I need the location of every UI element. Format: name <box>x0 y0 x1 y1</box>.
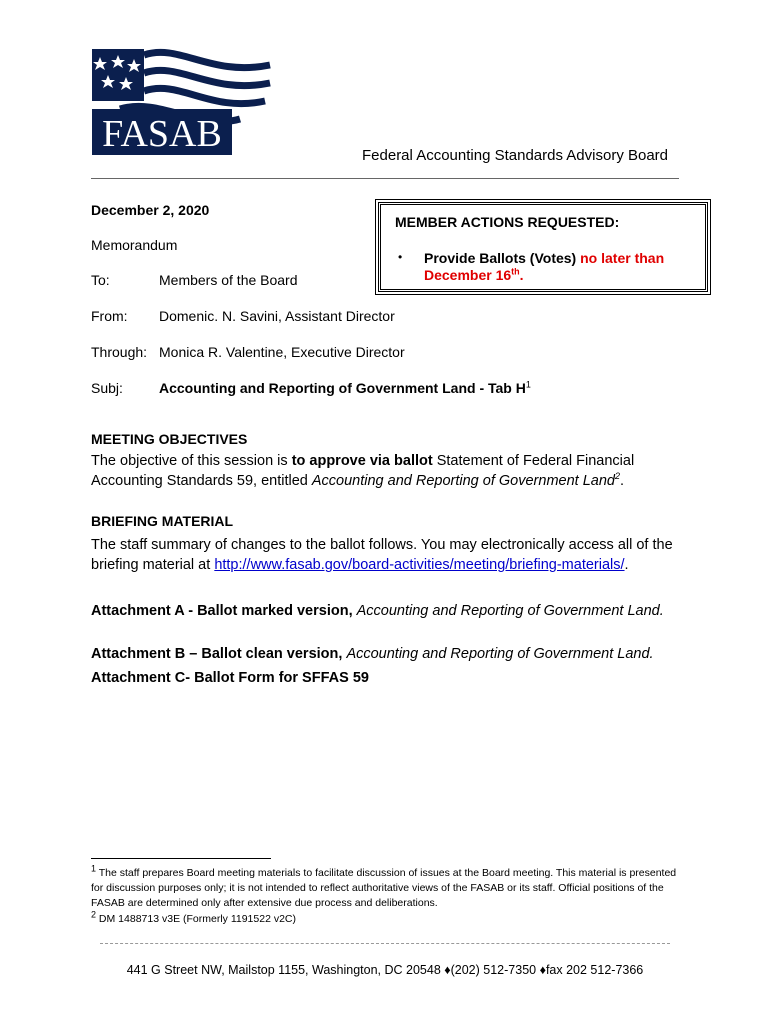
org-name: Federal Accounting Standards Advisory Board <box>362 147 669 164</box>
meeting-objectives-heading: MEETING OBJECTIVES <box>91 431 248 447</box>
footnote-1-text: The staff prepares Board meeting materials to facilitate discussion of issues at the Board meeting. This material is presented for discussion purposes only; it is not intended to reflect authoritative views of the FASAB or its staff. Official positions of the FASAB are determined only after extensive due process and deliberations. <box>91 867 677 909</box>
attachment-a <box>91 601 691 621</box>
obj-text-2: Statement of Federal Financial Accounting Standards 59, entitled <box>91 453 635 489</box>
footnote-1 <box>91 863 681 911</box>
attachment-b-subtitle: Accounting and Reporting of Government Land. <box>346 646 654 662</box>
memo-date: December 2, 2020 <box>91 202 210 218</box>
footer-divider <box>100 943 670 944</box>
footnote-2-text: DM 1488713 v3E (Formerly 1191522 v2C) <box>96 913 296 925</box>
flag-logo-icon <box>90 47 272 157</box>
attachment-c: Attachment C- Ballot Form for SFFAS 59 <box>91 670 369 686</box>
subj-value: Accounting and Reporting of Government Land - Tab H <box>159 380 526 396</box>
obj-text-1: The objective of this session is <box>91 453 292 469</box>
brief-text-1: The staff summary of changes to the ballot follows. You may electronically access all of the briefing material at <box>91 537 673 573</box>
memo-through <box>91 344 405 360</box>
from-value: Domenic. N. Savini, Assistant Director <box>159 308 395 324</box>
attachment-a-subtitle: Accounting and Reporting of Government Land. <box>356 603 664 619</box>
attachment-b <box>91 644 691 664</box>
fasab-logo <box>90 47 272 157</box>
attachment-a-title: Attachment A - Ballot marked version, <box>91 603 357 619</box>
footnote-ref-2[interactable]: 2 <box>614 471 620 482</box>
through-value: Monica R. Valentine, Executive Director <box>159 344 405 360</box>
obj-text-bold: to approve via ballot <box>291 453 433 469</box>
meeting-objectives-text <box>91 451 691 491</box>
subj-label: Subj: <box>91 380 123 396</box>
header-divider <box>91 178 679 179</box>
svg-text:FASAB: FASAB <box>102 113 222 155</box>
footnote-divider <box>91 858 271 859</box>
bullet-icon: • <box>398 250 403 264</box>
footer-address: 441 G Street NW, Mailstop 1155, Washington, DC 20548 ♦(202) 512-7350 ♦fax 202 512-7366 <box>126 963 644 977</box>
briefing-materials-link[interactable]: http://www.fasab.gov/board-activities/meeting/briefing-materials/ <box>214 557 625 573</box>
footnote-1-number: 1 <box>91 863 97 874</box>
briefing-material-heading: BRIEFING MATERIAL <box>91 513 234 529</box>
footnote-2 <box>91 909 681 927</box>
briefing-material-text <box>91 535 691 575</box>
memo-type: Memorandum <box>91 237 178 253</box>
obj-text-italic: Accounting and Reporting of Government Land <box>311 473 615 489</box>
to-label: To: <box>91 272 110 288</box>
actions-title: MEMBER ACTIONS REQUESTED: <box>395 214 620 230</box>
memo-from <box>91 308 395 324</box>
attachment-b-title: Attachment B – Ballot clean version, <box>91 646 347 662</box>
brief-text-end: . <box>624 557 629 573</box>
action-end: . <box>519 267 524 283</box>
from-label: From: <box>91 308 128 324</box>
through-label: Through: <box>91 344 148 360</box>
action-item <box>424 250 704 284</box>
obj-text-end: . <box>619 473 625 489</box>
action-deadline-date: December 16 <box>424 267 512 283</box>
footnote-2-number: 2 <box>91 909 97 920</box>
action-item-bold: Provide Ballots (Votes) <box>424 250 581 266</box>
footnote-ref-1[interactable]: 1 <box>525 379 531 390</box>
action-date-sup: th <box>511 266 520 277</box>
memo-subject <box>91 380 531 396</box>
action-deadline-note: no later than <box>580 250 665 266</box>
memo-to <box>91 272 298 288</box>
to-value: Members of the Board <box>159 272 298 288</box>
